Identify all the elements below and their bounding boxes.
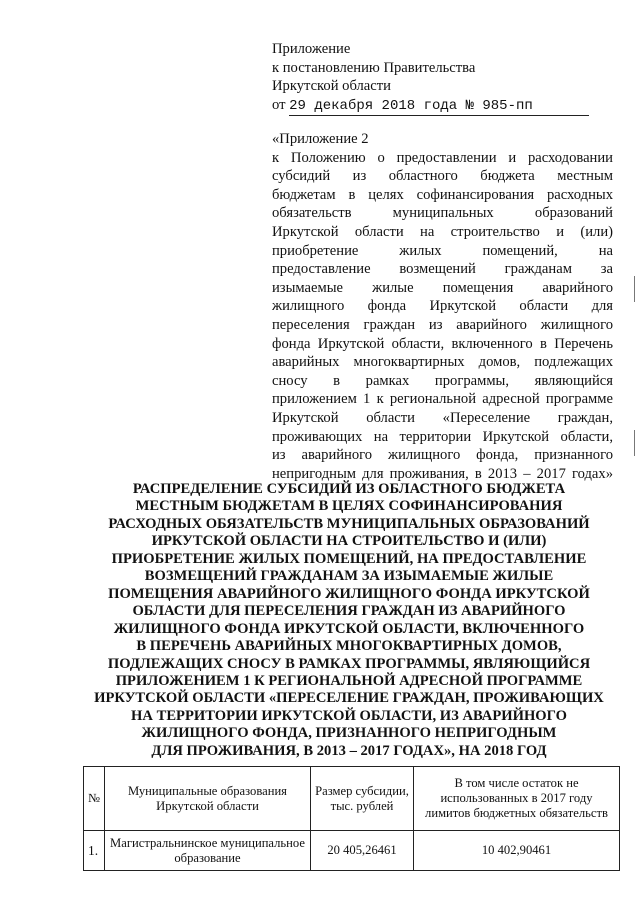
annex-line: бюджетам в целях софинансирования расходных [272,186,613,203]
annex-line: обязательств муниципальных образований [272,205,613,222]
title-line: РАСПРЕДЕЛЕНИЕ СУБСИДИЙ ИЗ ОБЛАСТНОГО БЮДЖЕТА [132,481,566,497]
title-line: ПОМЕЩЕНИЯ АВАРИЙНОГО ЖИЛИЩНОГО ФОНДА ИРКУТСКОЙ [108,585,590,602]
annex-line: «Приложение 2 [272,131,369,147]
title-line: МЕСТНЫМ БЮДЖЕТАМ В ЦЕЛЯХ СОФИНАНСИРОВАНИЯ [135,498,563,515]
subsidy-table [83,766,620,871]
annex-line: приложением 1 к региональной адресной программе [272,391,613,408]
annex-line: изымаемые жилые помещения аварийного [272,279,613,296]
attachment-date-prefix: от [272,96,286,113]
annex-line: непригодным для проживания, в 2013 – 2017 годах» [272,465,613,482]
title-line: ПОДЛЕЖАЩИХ СНОСУ В РАМКАХ ПРОГРАММЫ, ЯВЛЯЮЩИЙСЯ [107,655,591,672]
table-row [84,831,620,871]
annex-line: Иркутской области на строительство и (или) [272,223,613,240]
annex-reference [272,130,613,483]
attachment-header [272,40,617,116]
row-number: 1. [84,831,105,871]
attachment-region: Иркутской области [272,78,391,95]
title-line: ЖИЛИЩНОГО ФОНДА, ПРИЗНАННОГО НЕПРИГОДНЫМ [141,725,557,742]
annex-line: переселения граждан из аварийного жилищного [272,316,613,333]
row-municipality: Магистральнинское муниципальное образование [105,831,311,871]
row-unused-balance: 10 402,90461 [414,831,620,871]
title-line: РАСХОДНЫХ ОБЯЗАТЕЛЬСТВ МУНИЦИПАЛЬНЫХ ОБРАЗОВАНИЙ [108,515,590,532]
title-line: ВОЗМЕЩЕНИЙ ГРАЖДАНАМ ЗА ИЗЫМАЕМЫЕ ЖИЛЫЕ [144,568,554,585]
attachment-date-value: 29 декабря 2018 года № 985-пп [289,97,533,114]
annex-line: аварийных многоквартирных домов, подлежащих [272,354,613,371]
attachment-decree-ref: к постановлению Правительства [272,59,476,76]
title-line: НА ТЕРРИТОРИИ ИРКУТСКОЙ ОБЛАСТИ, ИЗ АВАРИЙНОГО [131,707,567,724]
annex-line: проживающих на территории Иркутской области, [272,428,613,445]
annex-line: сносу в рамках программы, являющийся [272,372,613,389]
annex-line: жилищного фонда Иркутской области для [272,298,613,315]
annex-line: из аварийного жилищного фонда, признанного [272,447,613,464]
column-header-municipality: Муниципальные образования Иркутской области [105,767,311,831]
title-line: ЖИЛИЩНОГО ФОНДА ИРКУТСКОЙ ОБЛАСТИ, ВКЛЮЧЕННОГО [113,620,585,637]
annex-line: фонда Иркутской области, включенного в Перечень [272,335,613,352]
document-title [80,481,618,760]
title-line: ДЛЯ ПРОЖИВАНИЯ, В 2013 – 2017 ГОДАХ», НА 2018 ГОД [151,742,547,759]
column-header-number: № [84,767,105,831]
column-header-subsidy: Размер субсидии, тыс. рублей [311,767,414,831]
annex-line: субсидий из областного бюджета местным [272,168,613,185]
title-line: ПРИОБРЕТЕНИЕ ЖИЛЫХ ПОМЕЩЕНИЙ, НА ПРЕДОСТАВЛЕНИЕ [111,550,587,567]
title-line: ОБЛАСТИ ДЛЯ ПЕРЕСЕЛЕНИЯ ГРАЖДАН ИЗ АВАРИЙНОГО [132,603,566,620]
title-line: В ПЕРЕЧЕНЬ АВАРИЙНЫХ МНОГОКВАРТИРНЫХ ДОМОВ, [136,638,562,655]
scan-edge-mark [634,276,635,302]
attachment-label: Приложение [272,41,351,57]
annex-line: к Положению о предоставлении и расходовании [272,149,613,166]
row-subsidy: 20 405,26461 [311,831,414,871]
annex-line: предоставление возмещений гражданам за [272,261,613,278]
title-line: ПРИЛОЖЕНИЕМ 1 К РЕГИОНАЛЬНОЙ АДРЕСНОЙ ПРОГРАММЕ [115,672,583,689]
attachment-date-field [289,96,589,117]
scan-edge-mark [634,430,635,456]
table-header-row [84,767,620,831]
title-line: ИРКУТСКОЙ ОБЛАСТИ «ПЕРЕСЕЛЕНИЕ ГРАЖДАН, ПРОЖИВАЮЩИХ [94,690,604,707]
annex-line: Иркутской области «Переселение граждан, [272,409,613,426]
annex-line: приобретение жилых помещений, на [272,242,613,259]
title-line: ИРКУТСКОЙ ОБЛАСТИ НА СТРОИТЕЛЬСТВО И (ИЛИ) [151,533,547,550]
column-header-unused-balance: В том числе остаток не использованных в 2017 году лимитов бюджетных обязательств [414,767,620,831]
